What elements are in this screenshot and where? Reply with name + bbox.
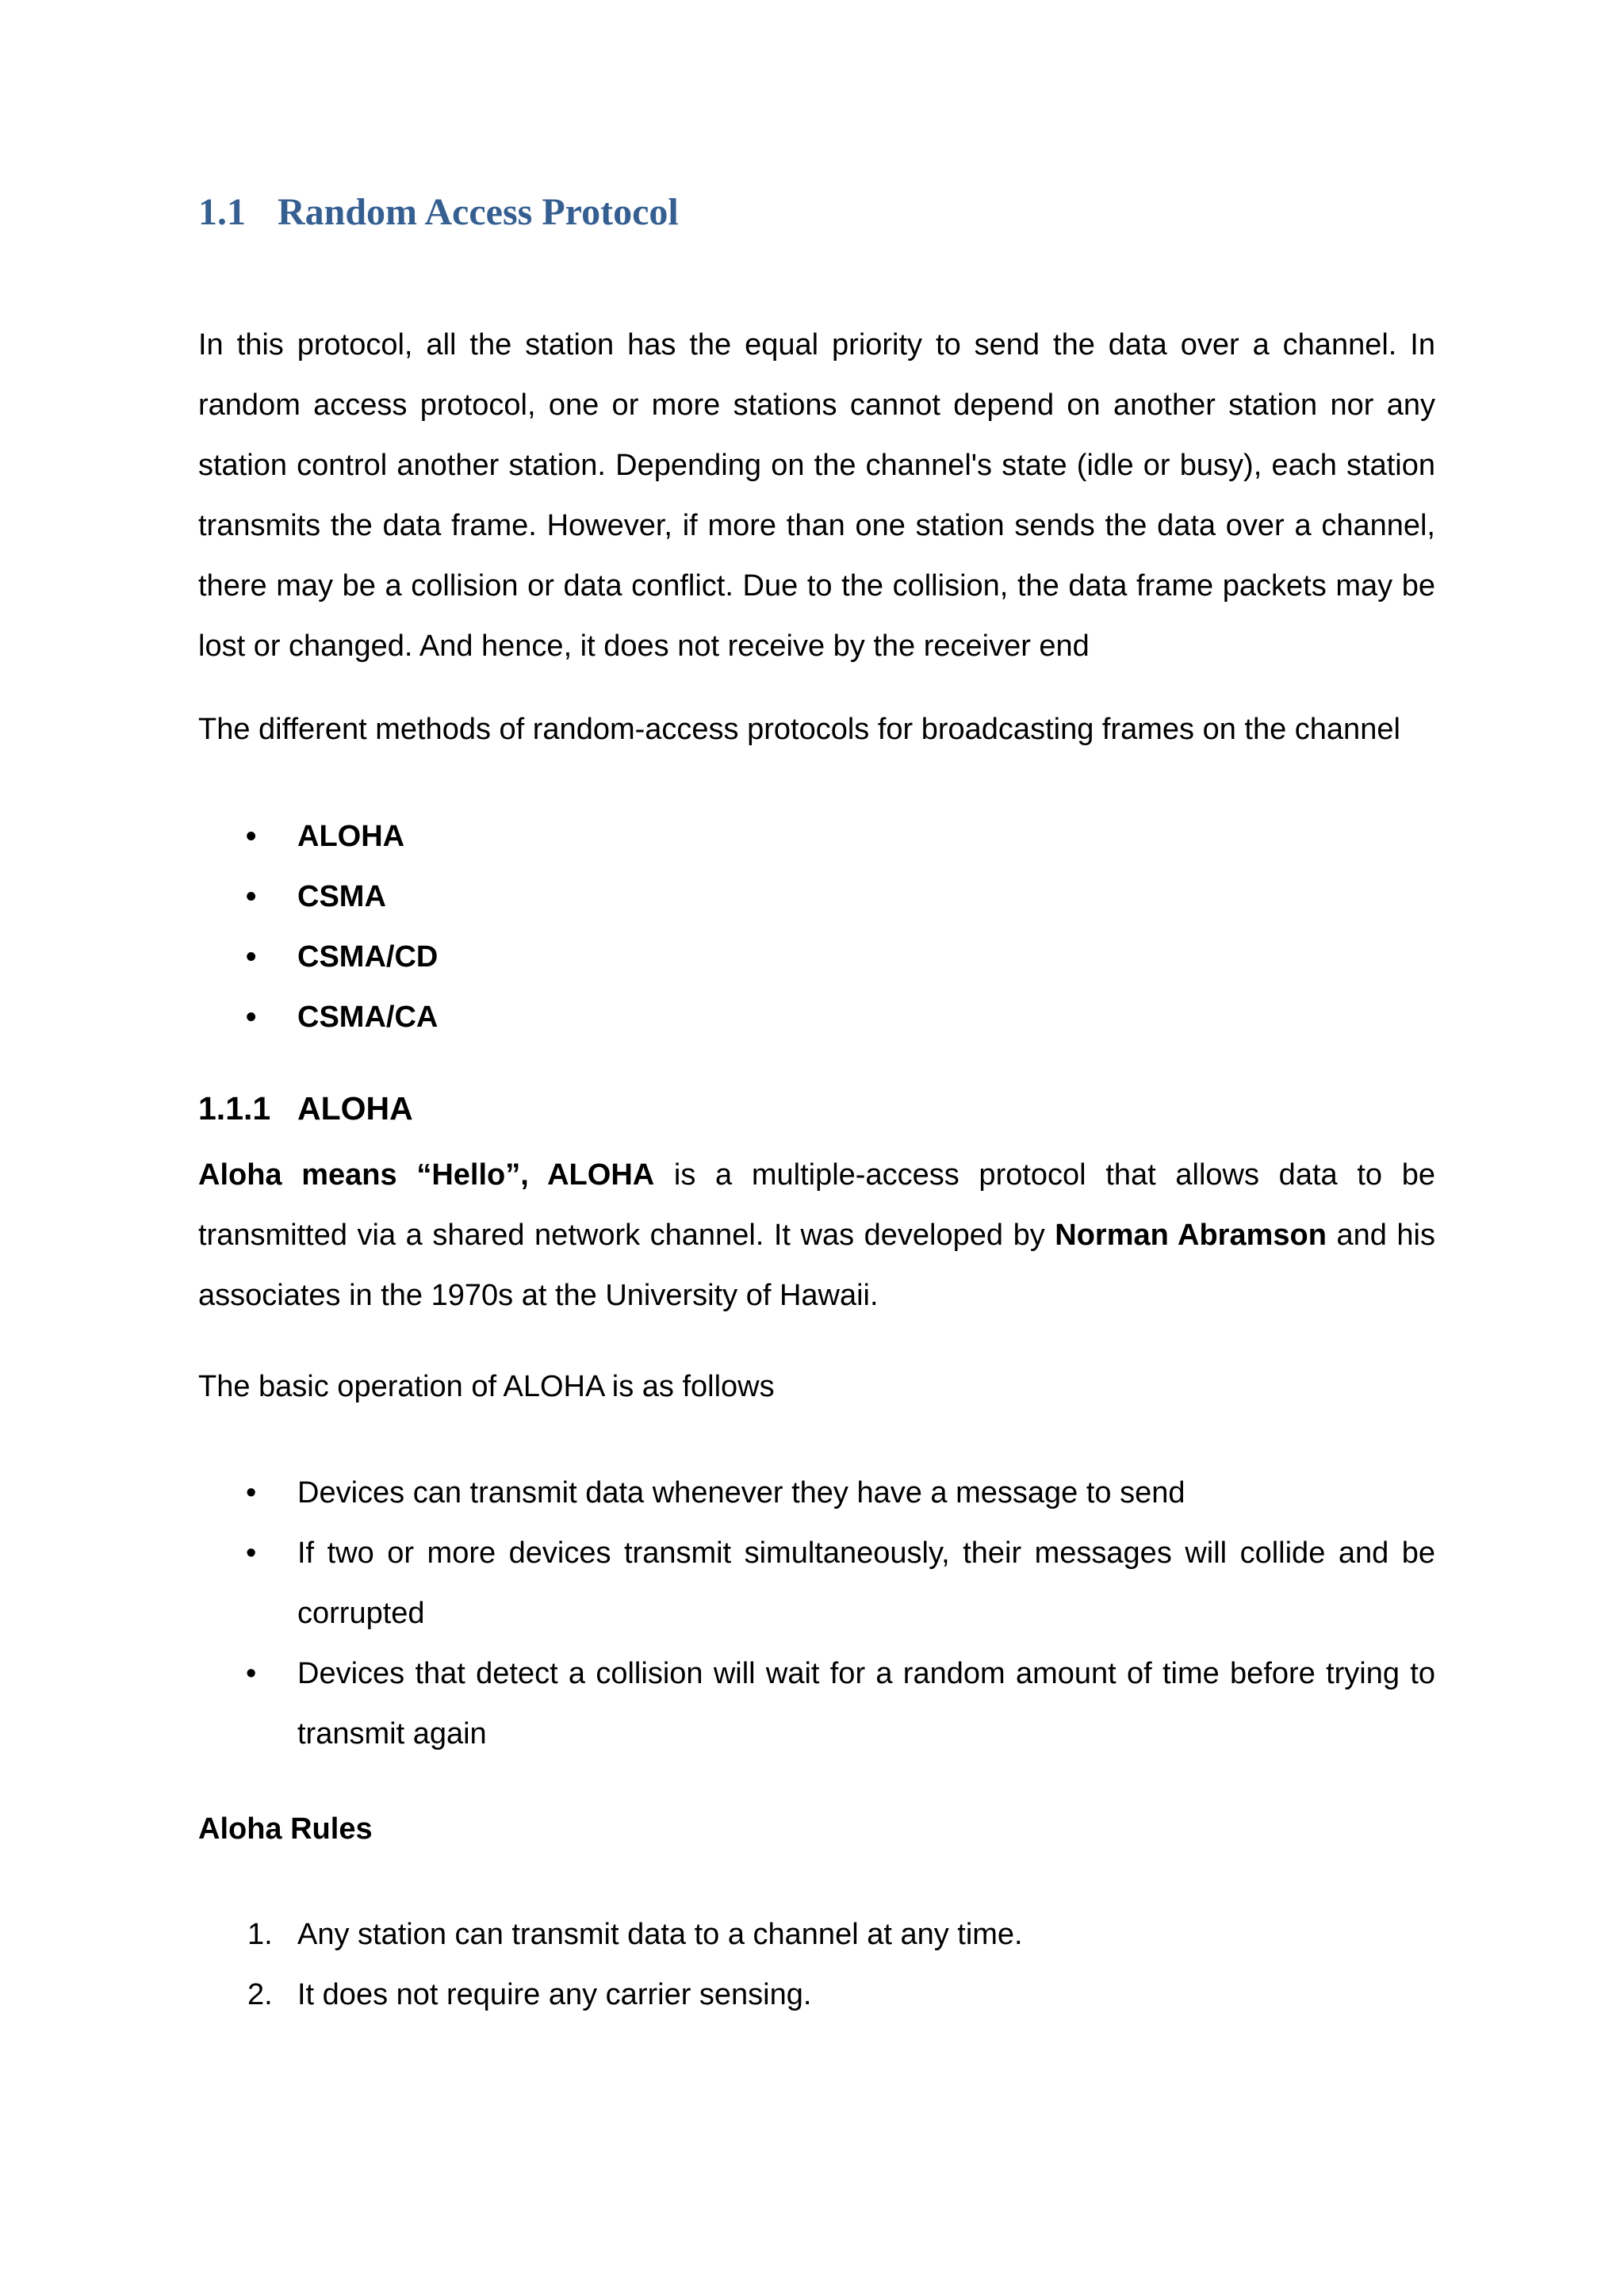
subsection-heading bbox=[198, 1090, 413, 1127]
methods-list bbox=[198, 806, 1435, 1047]
list-item-text: Devices that detect a collision will wait for a random amount of time before trying to transmit again bbox=[297, 1657, 1435, 1751]
list-item-text: CSMA bbox=[297, 880, 386, 913]
bullet-marker: • bbox=[246, 1001, 257, 1034]
subsection-number: 1.1.1 bbox=[198, 1090, 271, 1127]
aloha-description: is a multiple-access protocol that allows data to be transmitted via a shared network channel. It was developed by bbox=[198, 1158, 1435, 1252]
bullet-marker: • bbox=[246, 1476, 257, 1510]
operation-list bbox=[198, 1463, 1435, 1764]
inventor-name: Norman Abramson bbox=[1055, 1219, 1327, 1252]
list-item bbox=[198, 1463, 1435, 1523]
list-item-text: ALOHA bbox=[297, 820, 405, 853]
intro-paragraph: In this protocol, all the station has the equal priority to send the data over a channel. In random access protocol, one or more stations cannot depend on another station nor any station control another station. Depending on the channel's state (idle or busy), each station transmits the data frame. However, if more than one station sends the data over a channel, there may be a collision or data conflict. Due to the collision, the data frame packets may be lost or changed. And hence, it does not receive by the receiver end bbox=[198, 328, 1435, 663]
list-item bbox=[198, 987, 1435, 1047]
bullet-marker: • bbox=[246, 1536, 257, 1570]
section-title: Random Access Protocol bbox=[278, 191, 679, 233]
aloha-paragraph bbox=[198, 1145, 1435, 1326]
rules-list bbox=[198, 1904, 1435, 2025]
list-item-text: Any station can transmit data to a channel at any time. bbox=[297, 1918, 1023, 1951]
list-item bbox=[198, 1644, 1435, 1764]
document-page bbox=[198, 0, 1435, 2296]
list-item bbox=[198, 806, 1435, 867]
bullet-marker: • bbox=[246, 1657, 257, 1690]
list-item bbox=[198, 927, 1435, 987]
number-marker: 1. bbox=[247, 1918, 273, 1951]
list-item bbox=[198, 1965, 1435, 2025]
list-item bbox=[198, 1523, 1435, 1644]
operation-intro: The basic operation of ALOHA is as follows bbox=[198, 1370, 775, 1403]
list-item-text: CSMA/CD bbox=[297, 940, 439, 974]
rules-title: Aloha Rules bbox=[198, 1812, 373, 1846]
list-item-text: CSMA/CA bbox=[297, 1001, 439, 1034]
aloha-meaning: Aloha means “Hello”, ALOHA bbox=[198, 1158, 655, 1192]
aloha-history: and his associates in the 1970s at the University of Hawaii. bbox=[198, 1219, 1435, 1312]
list-item-text: If two or more devices transmit simultaneously, their messages will collide and be corrupted bbox=[297, 1536, 1435, 1630]
list-item bbox=[198, 867, 1435, 927]
number-marker: 2. bbox=[247, 1978, 273, 2011]
bullet-marker: • bbox=[246, 820, 257, 853]
list-item-text: Devices can transmit data whenever they have a message to send bbox=[297, 1476, 1185, 1510]
bullet-marker: • bbox=[246, 940, 257, 974]
subsection-title: ALOHA bbox=[297, 1090, 413, 1127]
methods-intro: The different methods of random-access protocols for broadcasting frames on the channel bbox=[198, 713, 1400, 746]
list-item bbox=[198, 1904, 1435, 1965]
bullet-marker: • bbox=[246, 880, 257, 913]
section-heading bbox=[198, 193, 679, 232]
list-item-text: It does not require any carrier sensing. bbox=[297, 1978, 812, 2011]
section-number: 1.1 bbox=[198, 191, 246, 233]
